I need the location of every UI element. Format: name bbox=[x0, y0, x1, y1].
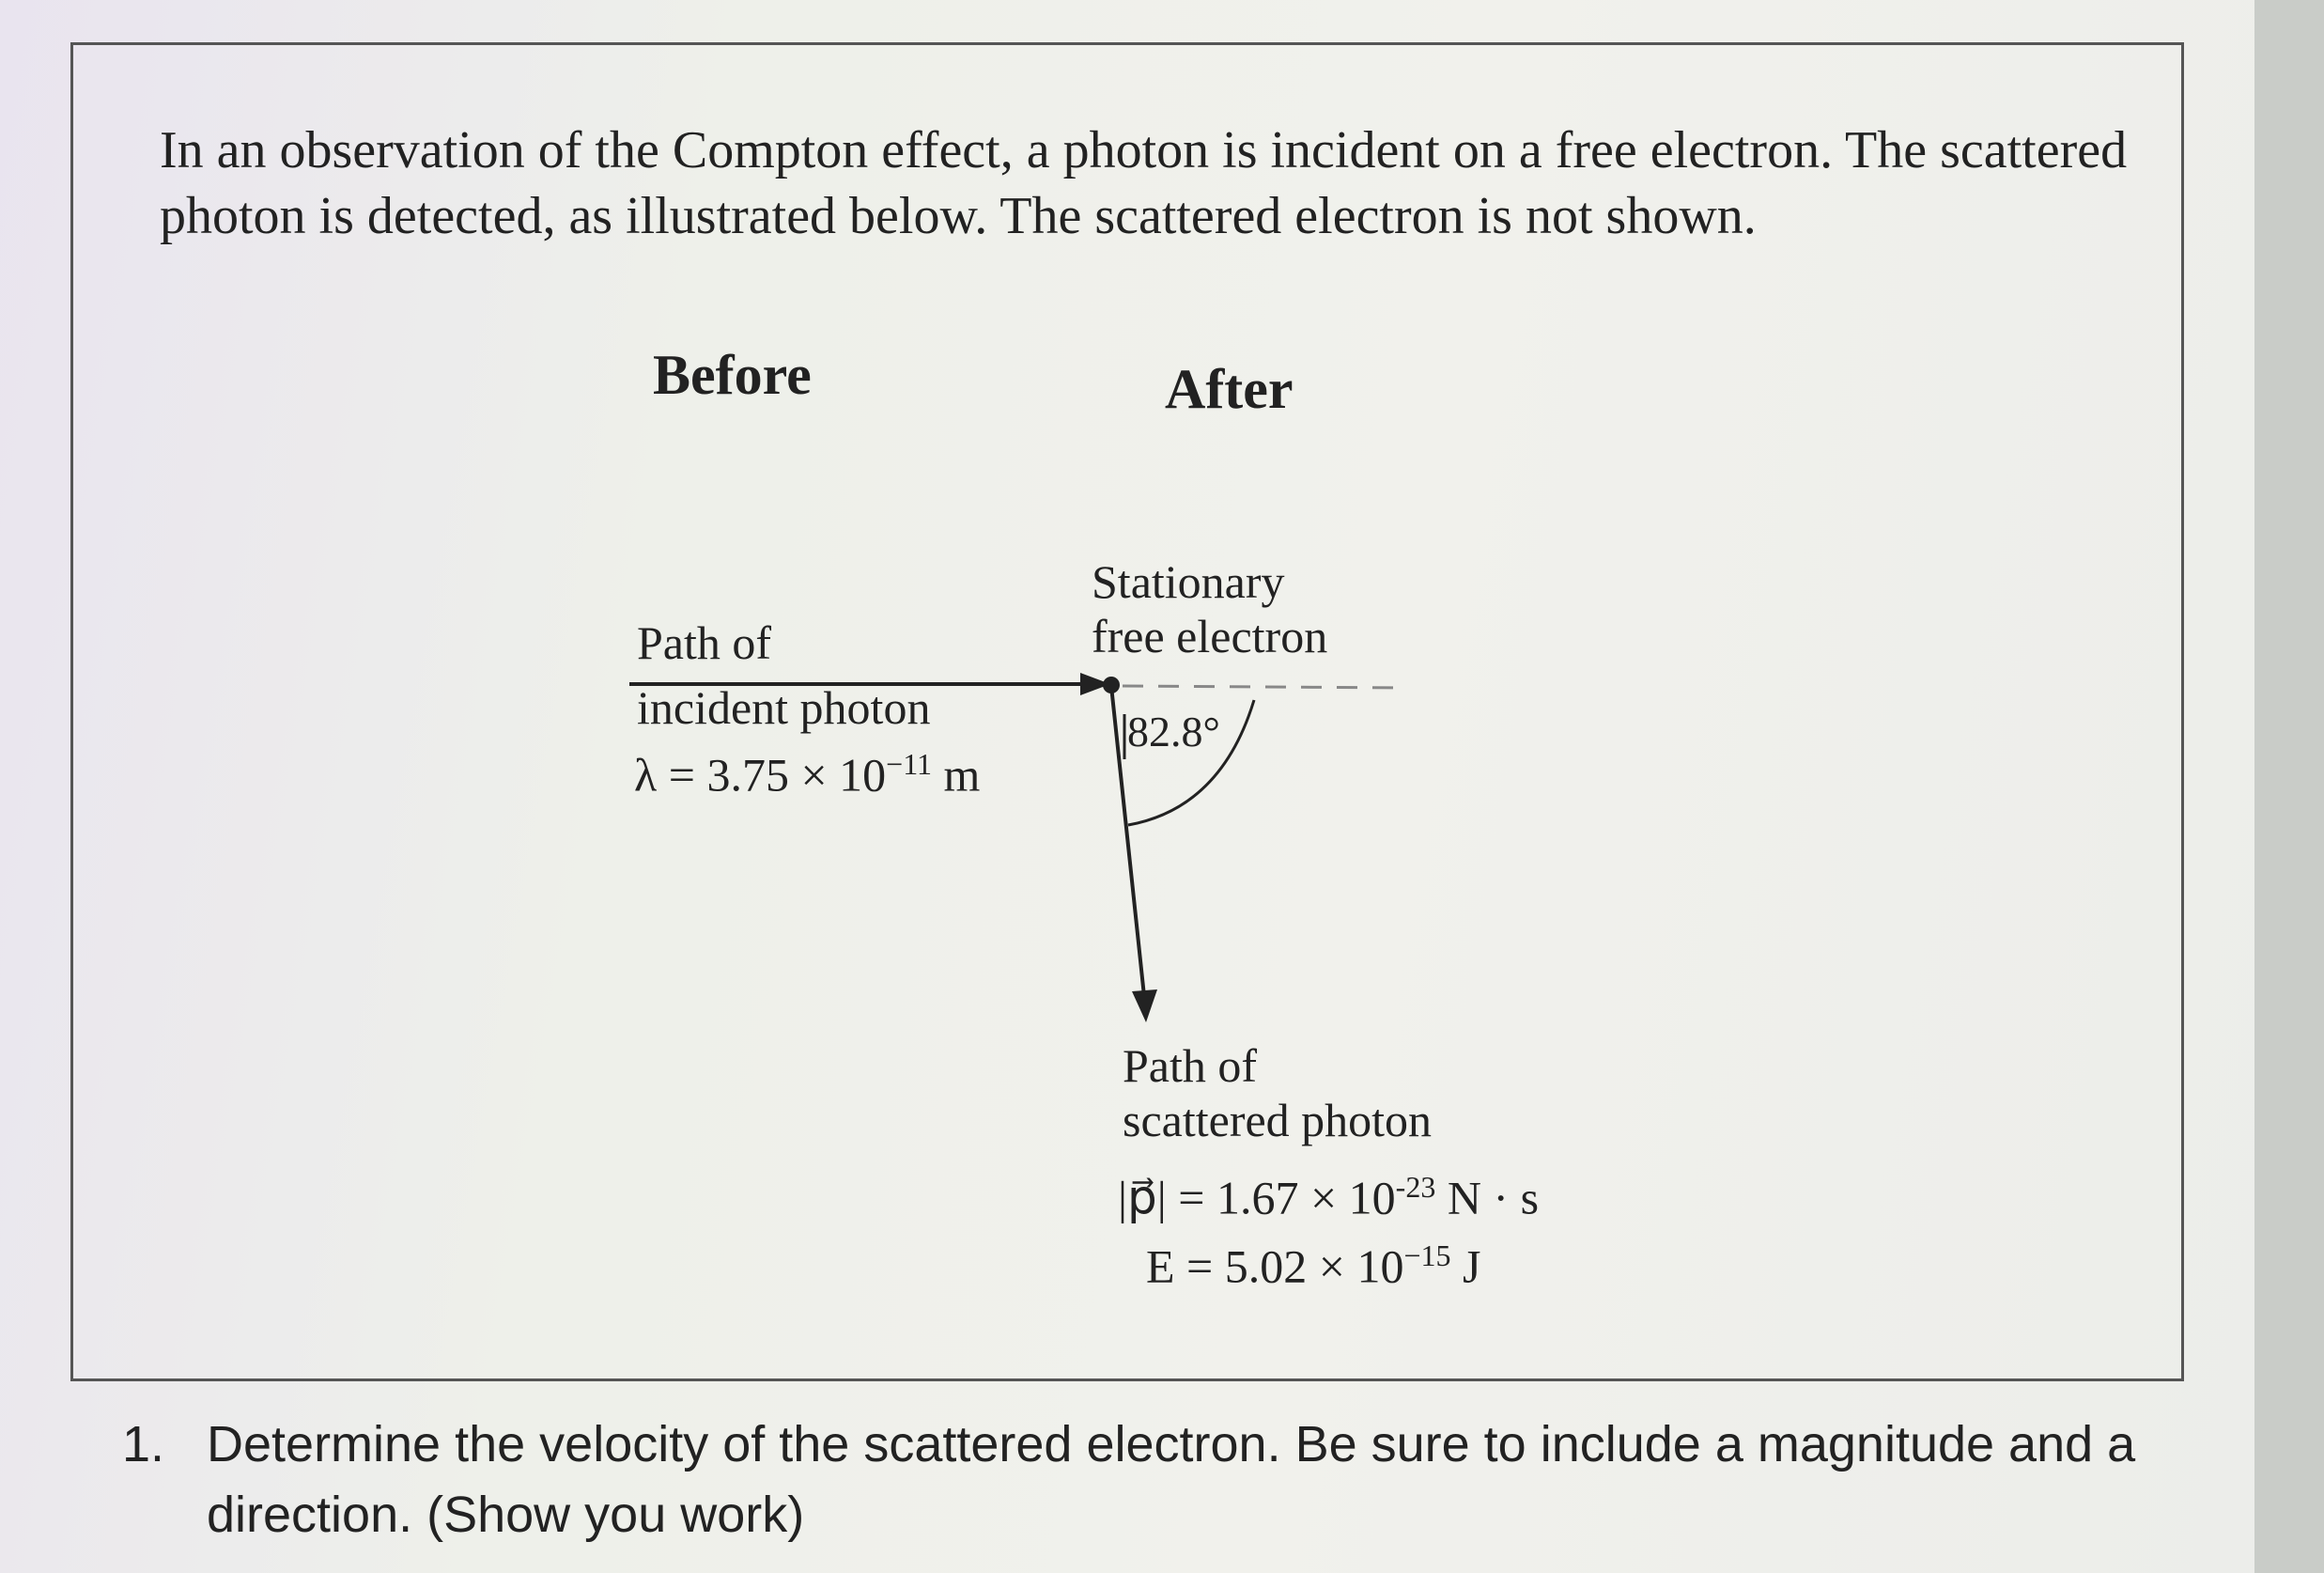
wavelength-value: $\lambda = 3.75 \times 10^{-11}$ m bbox=[634, 747, 981, 802]
before-heading: Before bbox=[653, 344, 812, 406]
scattered-arrowhead bbox=[1132, 989, 1157, 1022]
momentum-value: |p⃗| = $1.67 \times 10^{-23}$ N · s bbox=[1118, 1170, 1540, 1224]
energy-value: $E = 5.02 \times 10^{-15}$ J bbox=[1146, 1238, 1481, 1293]
reference-dashed-line bbox=[1123, 686, 1404, 688]
question-number: 1. bbox=[122, 1416, 165, 1472]
incident-label-line2: incident photon bbox=[637, 681, 931, 734]
scattered-label-line2: scattered photon bbox=[1123, 1094, 1433, 1146]
scatter-angle-label: 82.8° bbox=[1127, 708, 1220, 755]
incident-label-line1: Path of bbox=[637, 616, 772, 669]
problem-intro-text: In an observation of the Compton effect, a photon is incident on a free electron. The scattered photon is detected, as illustrated below. The scattered electron is not shown. bbox=[160, 121, 2128, 245]
electron-label-line1: Stationary bbox=[1092, 555, 1285, 608]
question-text: Determine the velocity of the scattered electron. Be sure to include a magnitude and a direction. (Show you work) bbox=[207, 1416, 2136, 1543]
after-heading: After bbox=[1165, 358, 1294, 420]
scattered-label-line1: Path of bbox=[1123, 1039, 1258, 1092]
electron-label-line2: free electron bbox=[1092, 610, 1328, 662]
